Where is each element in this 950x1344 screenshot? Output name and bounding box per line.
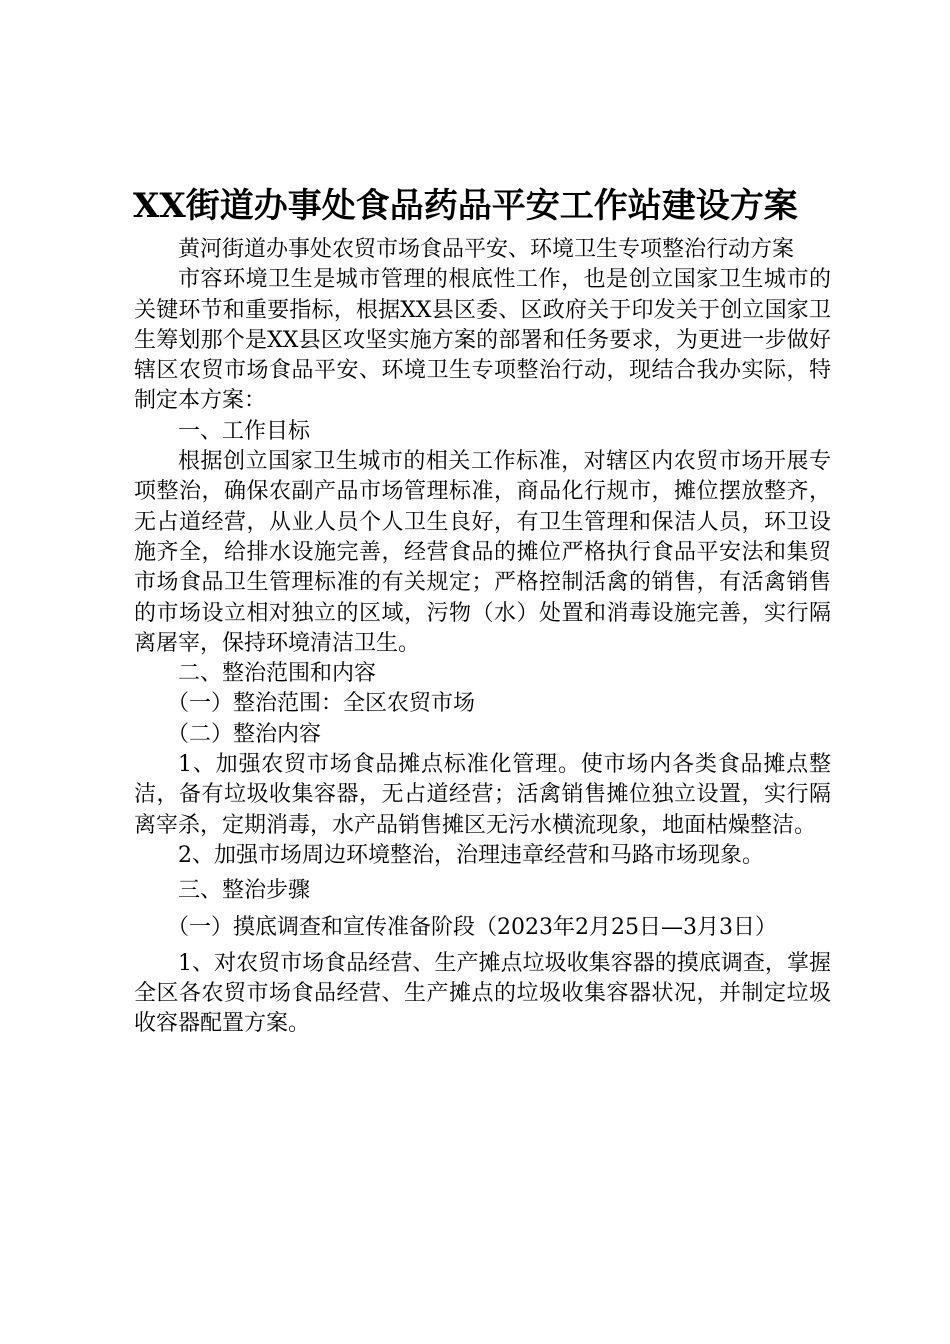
- goals-paragraph: 根据创立国家卫生城市的相关工作标准，对辖区内农贸市场开展专项整治，确保农副产品市场管理标准，商品化行规市，摊位摆放整齐，无占道经营，从业人员个人卫生良好，有卫生管理和保洁人员，环卫设施齐全，给排水设施完善，经营食品的摊位严格执行食品平安法和集贸市场食品卫生管理标准的有关规定；严格控制活禽的销售，有活禽销售的市场设立相对独立的区域，污物（水）处置和消毒设施完善，实行隔离屠宰，保持环境清洁卫生。: [134, 449, 831, 656]
- intro-paragraph: 市容环境卫生是城市管理的根底性工作，也是创立国家卫生城市的关键环节和重要指标，根据XX县区委、区政府关于印发关于创立国家卫生筹划那个是XX县区攻坚实施方案的部署和任务要求，为更进一步做好辖区农贸市场食品平安、环境卫生专项整治行动，现结合我办实际，特制定本方案：: [134, 267, 831, 414]
- document-title: XX街道办事处食品药品平安工作站建设方案: [133, 186, 798, 226]
- scope-content-heading: （二）整治内容: [167, 721, 322, 747]
- section-heading-goals: 一、工作目标: [178, 418, 311, 444]
- scope-range-heading: （一）整治范围：全区农贸市场: [167, 691, 476, 717]
- document-body: [134, 235, 831, 1040]
- section-heading-scope: 二、整治范围和内容: [178, 661, 377, 687]
- step-1-item-1: 1、对农贸市场食品经营、生产摊点垃圾收集容器的摸底调查，掌握全区各农贸市场食品经营、生产摊点的垃圾收集容器状况，并制定垃圾收容器配置方案。: [134, 950, 831, 1037]
- content-item-2: 2、加强市场周边环境整治，治理违章经营和马路市场现象。: [178, 842, 764, 868]
- section-heading-steps: 三、整治步骤: [178, 878, 311, 904]
- subtitle-paragraph: 黄河街道办事处农贸市场食品平安、环境卫生专项整治行动方案: [178, 237, 795, 262]
- step-1-heading: （一）摸底调查和宣传准备阶段（2023年2月25日—3月3日）: [167, 914, 777, 940]
- content-item-1: 1、加强农贸市场食品摊点标准化管理。使市场内各类食品摊点整洁，备有垃圾收集容器，无占道经营；活禽销售摊位独立设置，实行隔离宰杀，定期消毒，水产品销售摊区无污水横流现象，地面枯燥整洁。: [134, 752, 831, 838]
